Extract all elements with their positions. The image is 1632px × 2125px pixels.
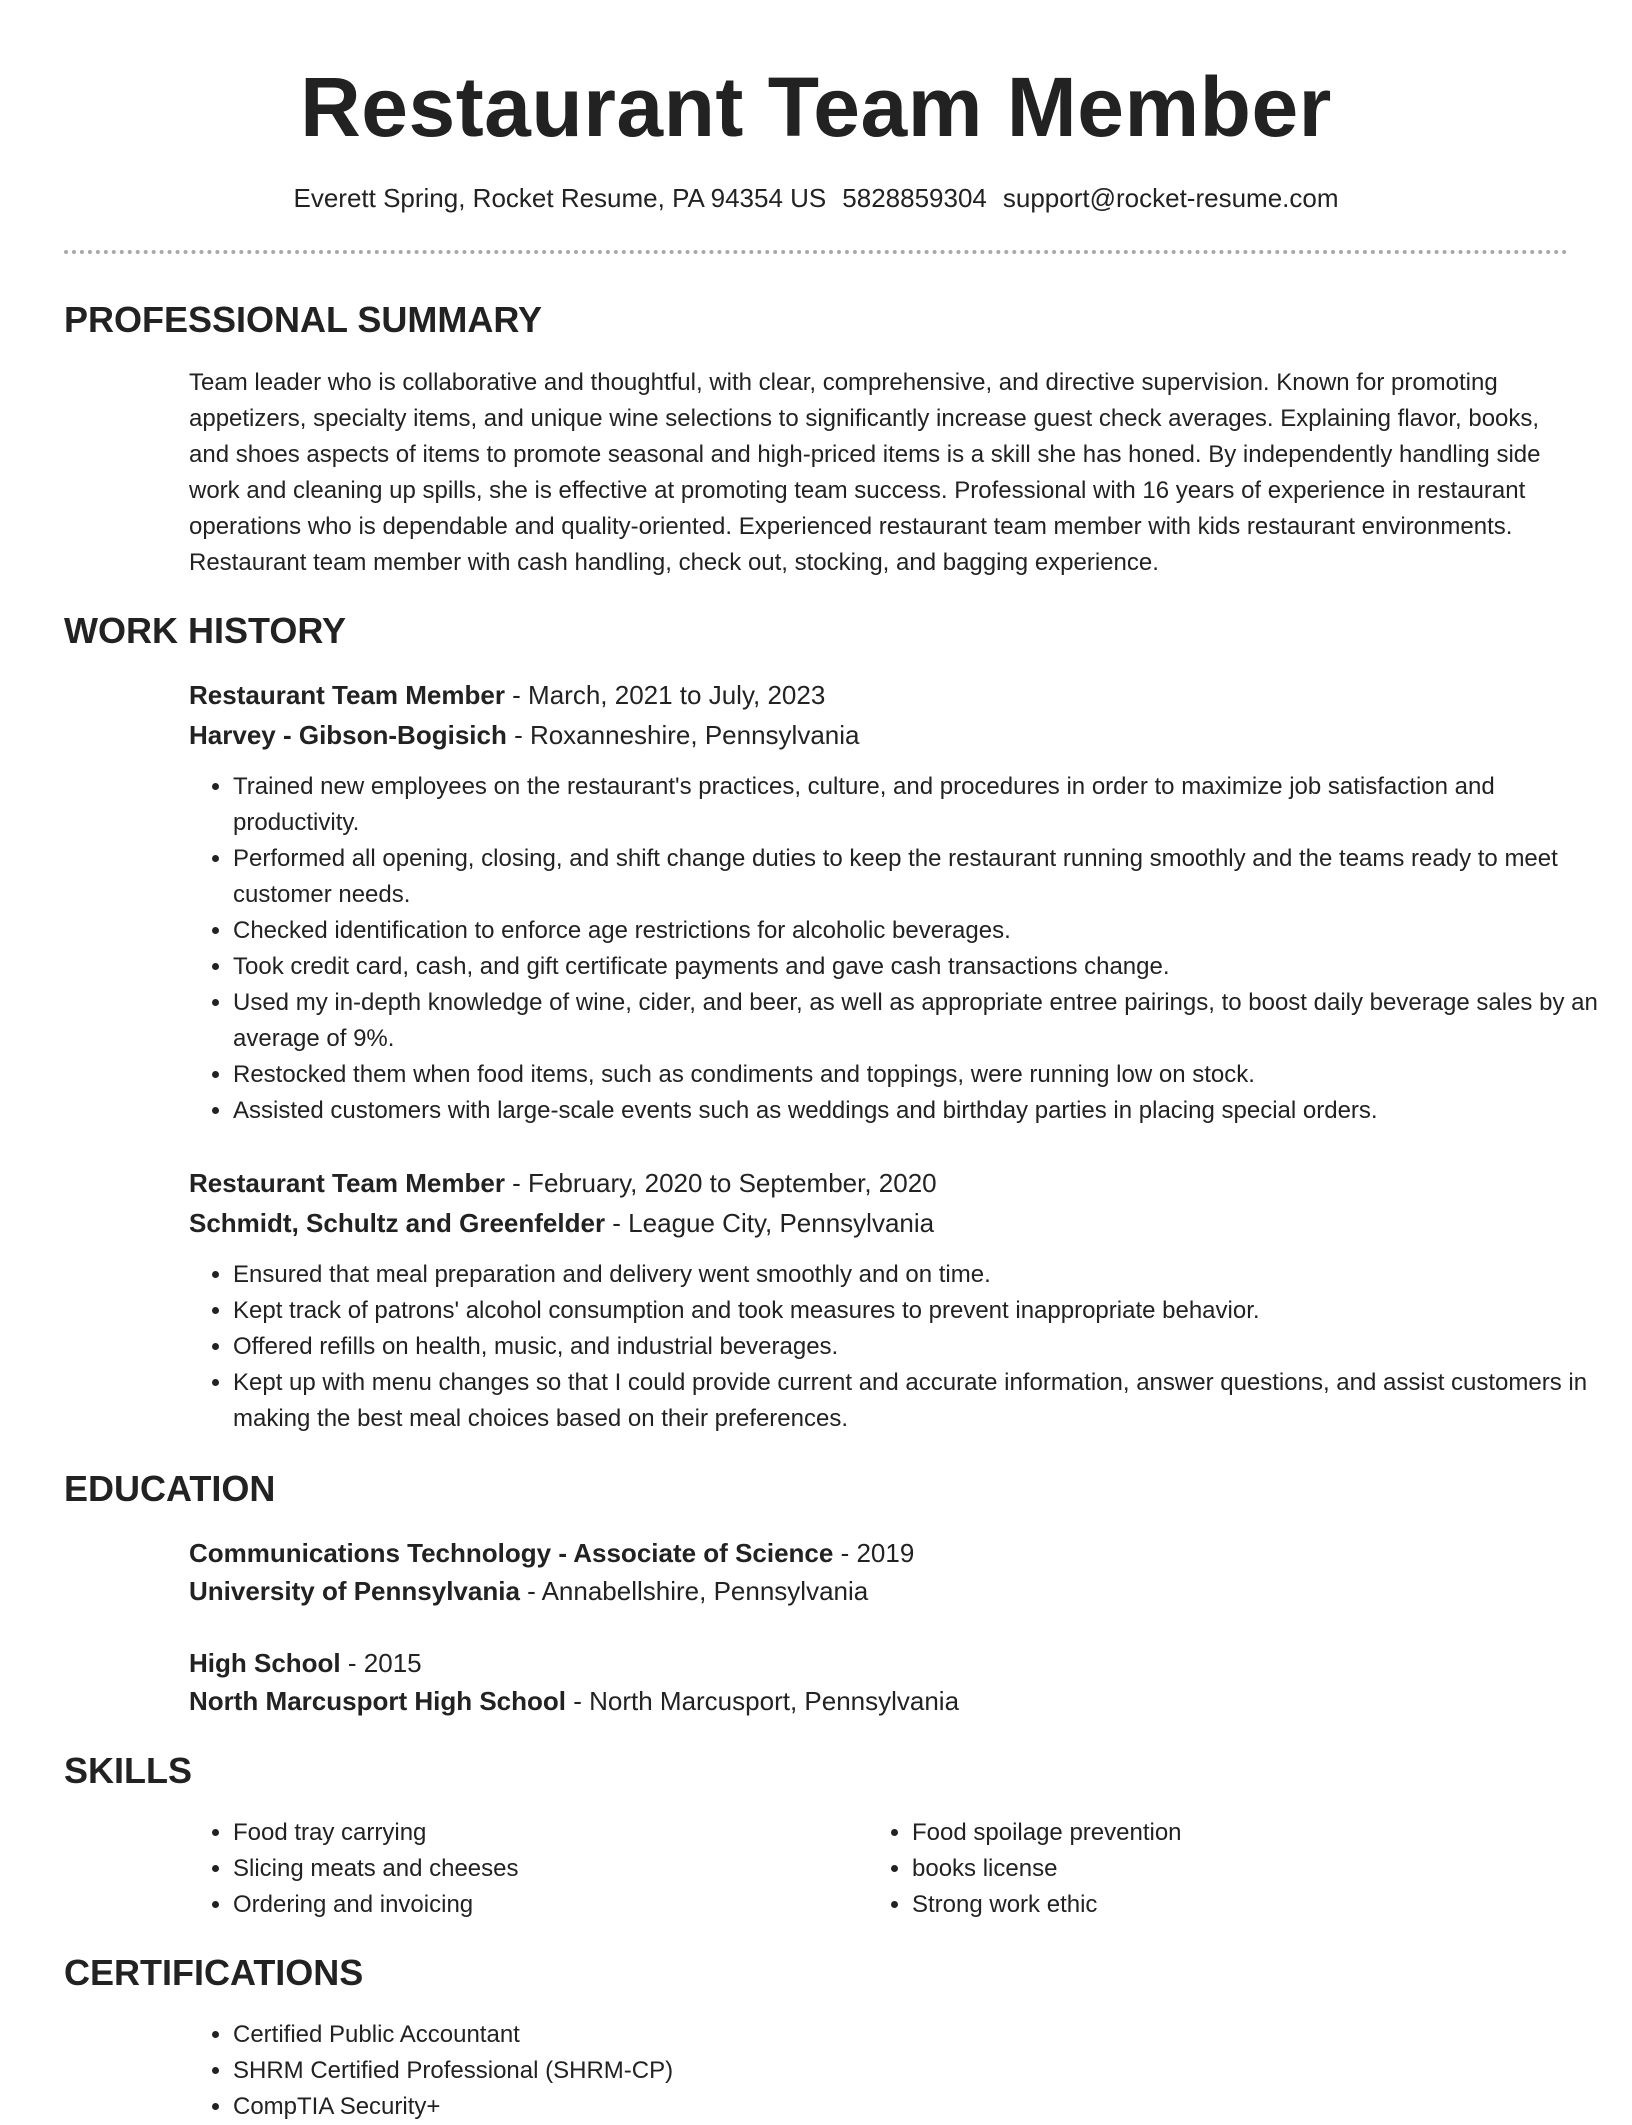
- list-item: • Restocked them when food items, such as condiments and toppings, were running low on stock.: [233, 1057, 1613, 1093]
- skills-left-list: [189, 1815, 853, 1923]
- job-1-role: Restaurant Team Member: [189, 680, 505, 710]
- job-2-role: Restaurant Team Member: [189, 1168, 505, 1198]
- list-item: • Took credit card, cash, and gift certificate payments and gave cash transactions change.: [233, 949, 1613, 985]
- education-2-school: North Marcusport High School: [189, 1686, 566, 1716]
- job-1-location: - Roxanneshire, Pennsylvania: [506, 720, 860, 750]
- list-item: • Food spoilage prevention: [912, 1815, 1572, 1851]
- work-history-heading: WORK HISTORY: [64, 610, 347, 651]
- job-1-company-line: [189, 715, 1569, 755]
- contact-phone: 5828859304: [842, 183, 987, 213]
- list-item: • CompTIA Security+: [233, 2089, 1613, 2125]
- skills-right-list: [868, 1815, 1572, 1923]
- list-item: • Slicing meats and cheeses: [233, 1851, 853, 1887]
- job-2-location: - League City, Pennsylvania: [605, 1208, 935, 1238]
- list-item: • Offered refills on health, music, and industrial beverages.: [233, 1329, 1613, 1365]
- header-divider: [64, 250, 1568, 254]
- list-item: • Kept up with menu changes so that I could provide current and accurate information, answer questions, and assist customers in making the best meal choices based on their preferences.: [233, 1365, 1613, 1437]
- summary-text: Team leader who is collaborative and thoughtful, with clear, comprehensive, and directive supervision. Known for promoting appetizers, specialty items, and unique wine selections to significantly increase guest check averages. Explaining flavor, books, and shoes aspects of items to promote seasonal and high-priced items is a skill she has honed. By independently handling side work and cleaning up spills, she is effective at promoting team success. Professional with 16 years of experience in restaurant operations who is dependable and quality-oriented. Experienced restaurant team member with kids restaurant environments. Restaurant team member with cash handling, check out, stocking, and bagging experience.: [189, 369, 1541, 576]
- education-2-location: - North Marcusport, Pennsylvania: [566, 1686, 960, 1716]
- job-1-title-line: [189, 675, 1569, 715]
- job-2-bullets: [189, 1257, 1613, 1437]
- education-2-school-line: [189, 1681, 1569, 1721]
- education-1-degree-line: [189, 1533, 1569, 1573]
- resume-name: Restaurant Team Member: [300, 60, 1332, 154]
- list-item: • Kept track of patrons' alcohol consumption and took measures to prevent inappropriate behavior.: [233, 1293, 1613, 1329]
- education-heading: EDUCATION: [64, 1468, 276, 1509]
- list-item: • Assisted customers with large-scale events such as weddings and birthday parties in placing special orders.: [233, 1093, 1613, 1129]
- contact-email: support@rocket-resume.com: [1002, 183, 1339, 213]
- education-1-year: - 2019: [833, 1538, 915, 1568]
- job-1-dates: - March, 2021 to July, 2023: [504, 680, 826, 710]
- education-2-year: - 2015: [340, 1648, 422, 1678]
- job-2-company-line: [189, 1203, 1569, 1243]
- job-2-company: Schmidt, Schultz and Greenfelder: [189, 1208, 606, 1238]
- education-1-location: - Annabellshire, Pennsylvania: [519, 1576, 869, 1606]
- job-2-dates: - February, 2020 to September, 2020: [504, 1168, 937, 1198]
- education-1-school-line: [189, 1571, 1569, 1611]
- certifications-heading: CERTIFICATIONS: [64, 1952, 364, 1993]
- contact-address: Everett Spring, Rocket Resume, PA 94354 US: [293, 183, 827, 213]
- education-1-school: University of Pennsylvania: [189, 1576, 520, 1606]
- list-item: • Certified Public Accountant: [233, 2017, 1613, 2053]
- list-item: • SHRM Certified Professional (SHRM-CP): [233, 2053, 1613, 2089]
- job-1-bullets: [189, 769, 1613, 1129]
- skills-heading: SKILLS: [64, 1750, 193, 1791]
- contact-line: [0, 178, 1632, 218]
- certifications-list: [189, 2017, 1613, 2125]
- list-item: • Performed all opening, closing, and shift change duties to keep the restaurant running smoothly and the teams ready to meet customer needs.: [233, 841, 1613, 913]
- list-item: • Food tray carrying: [233, 1815, 853, 1851]
- list-item: • Ensured that meal preparation and delivery went smoothly and on time.: [233, 1257, 1613, 1293]
- list-item: • Used my in-depth knowledge of wine, cider, and beer, as well as appropriate entree pairings, to boost daily beverage sales by an average of 9%.: [233, 985, 1613, 1057]
- summary-heading: PROFESSIONAL SUMMARY: [64, 299, 543, 340]
- education-2-degree-line: [189, 1643, 1569, 1683]
- education-2-degree: High School: [189, 1648, 341, 1678]
- list-item: • Checked identification to enforce age restrictions for alcoholic beverages.: [233, 913, 1613, 949]
- list-item: • Trained new employees on the restaurant's practices, culture, and procedures in order to maximize job satisfaction and productivity.: [233, 769, 1613, 841]
- education-1-degree: Communications Technology - Associate of Science: [189, 1538, 834, 1568]
- job-2-title-line: [189, 1163, 1569, 1203]
- job-1-company: Harvey - Gibson-Bogisich: [189, 720, 507, 750]
- list-item: • Strong work ethic: [912, 1887, 1572, 1923]
- list-item: • books license: [912, 1851, 1572, 1887]
- list-item: • Ordering and invoicing: [233, 1887, 853, 1923]
